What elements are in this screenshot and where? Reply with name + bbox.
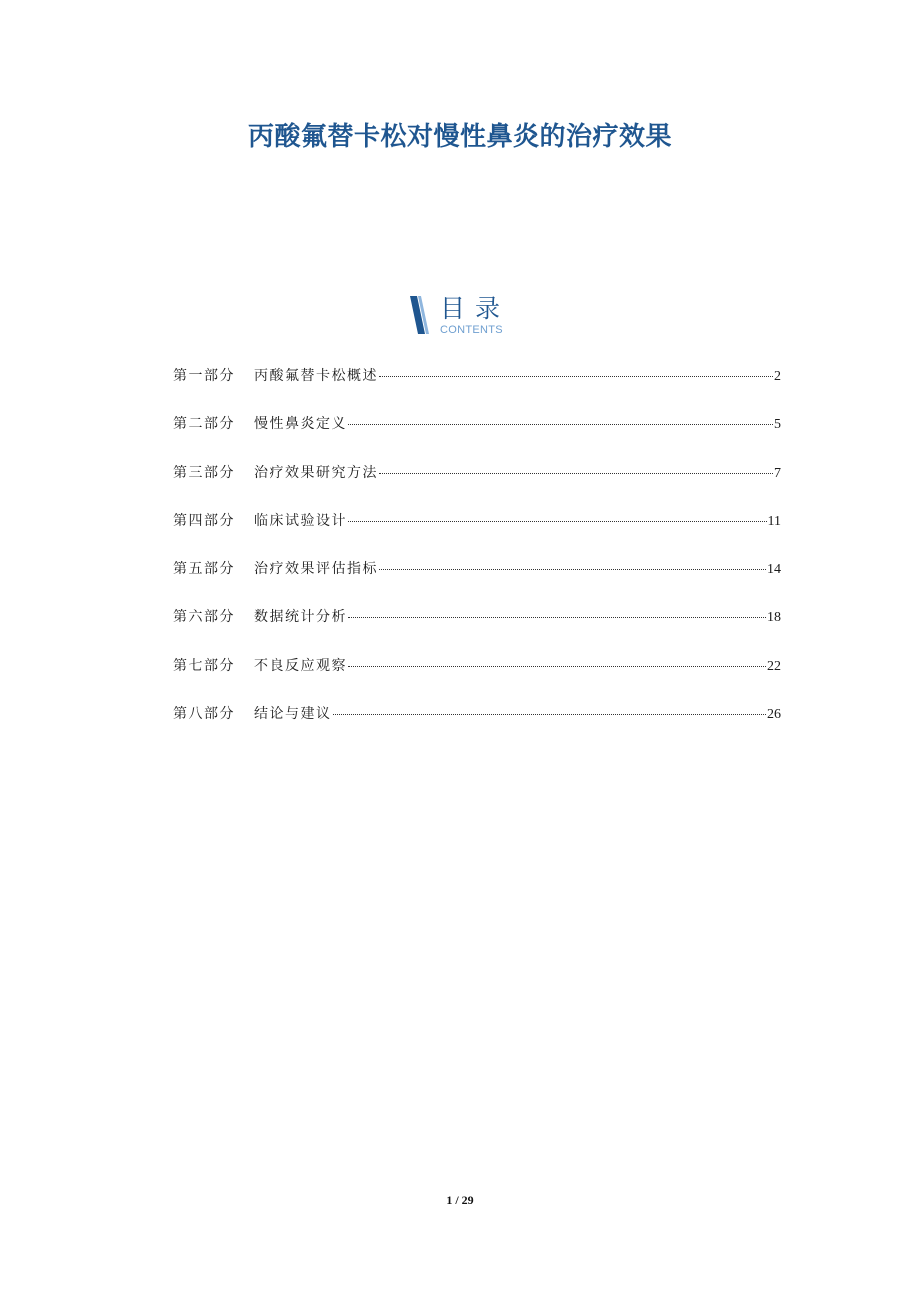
toc-entry[interactable] (173, 413, 781, 461)
toc-stripe-icon (408, 296, 434, 336)
toc-entry-leader (348, 424, 773, 425)
toc-entry-leader (333, 714, 767, 715)
toc-entry-page: 11 (767, 513, 781, 529)
toc-entry-label: 不良反应观察 (254, 657, 347, 674)
toc-entry[interactable] (173, 606, 781, 654)
toc-entry[interactable] (173, 365, 781, 413)
toc-entry-leader (379, 473, 773, 474)
toc-header (408, 294, 538, 342)
page-number: 1 / 29 (446, 1193, 474, 1207)
toc-entry-label: 结论与建议 (254, 706, 332, 723)
toc-entry-label: 慢性鼻炎定义 (254, 416, 347, 433)
document-title: 丙酸氟替卡松对慢性鼻炎的治疗效果 (247, 122, 672, 152)
toc-entry-page: 18 (767, 610, 781, 626)
toc-entry-leader (348, 617, 766, 618)
toc-entry-part: 第四部分 (173, 512, 235, 529)
toc-entry[interactable] (173, 655, 781, 703)
toc-entry-label: 临床试验设计 (254, 512, 347, 529)
toc-entry-part: 第三部分 (173, 464, 235, 481)
toc-entry-part: 第六部分 (173, 609, 235, 626)
toc-list (173, 365, 781, 751)
toc-entry-page: 26 (767, 707, 781, 723)
toc-entry-part: 第一部分 (173, 368, 235, 384)
toc-entry-part: 第八部分 (173, 706, 235, 723)
toc-entry-page: 7 (774, 465, 781, 481)
toc-subheading: CONTENTS (440, 324, 503, 336)
toc-entry[interactable] (173, 462, 781, 510)
toc-entry-part: 第二部分 (173, 416, 235, 433)
toc-heading: 目录 (440, 294, 511, 323)
toc-entry-page: 2 (774, 369, 781, 384)
toc-entry-page: 14 (767, 562, 781, 578)
toc-entry-label: 治疗效果评估指标 (254, 561, 378, 578)
toc-entry-leader (348, 521, 767, 522)
toc-entry-leader (379, 376, 773, 377)
toc-entry[interactable] (173, 510, 781, 558)
toc-entry-label: 数据统计分析 (254, 609, 347, 626)
toc-entry-label: 治疗效果研究方法 (254, 464, 378, 481)
toc-entry[interactable] (173, 703, 781, 751)
toc-entry-part: 第七部分 (173, 657, 235, 674)
toc-entry-page: 22 (767, 658, 781, 674)
toc-entry-leader (379, 569, 766, 570)
toc-entry-label: 丙酸氟替卡松概述 (254, 368, 378, 384)
toc-entry[interactable] (173, 558, 781, 606)
toc-entry-page: 5 (774, 417, 781, 433)
toc-entry-leader (348, 666, 766, 667)
toc-entry-part: 第五部分 (173, 561, 235, 578)
